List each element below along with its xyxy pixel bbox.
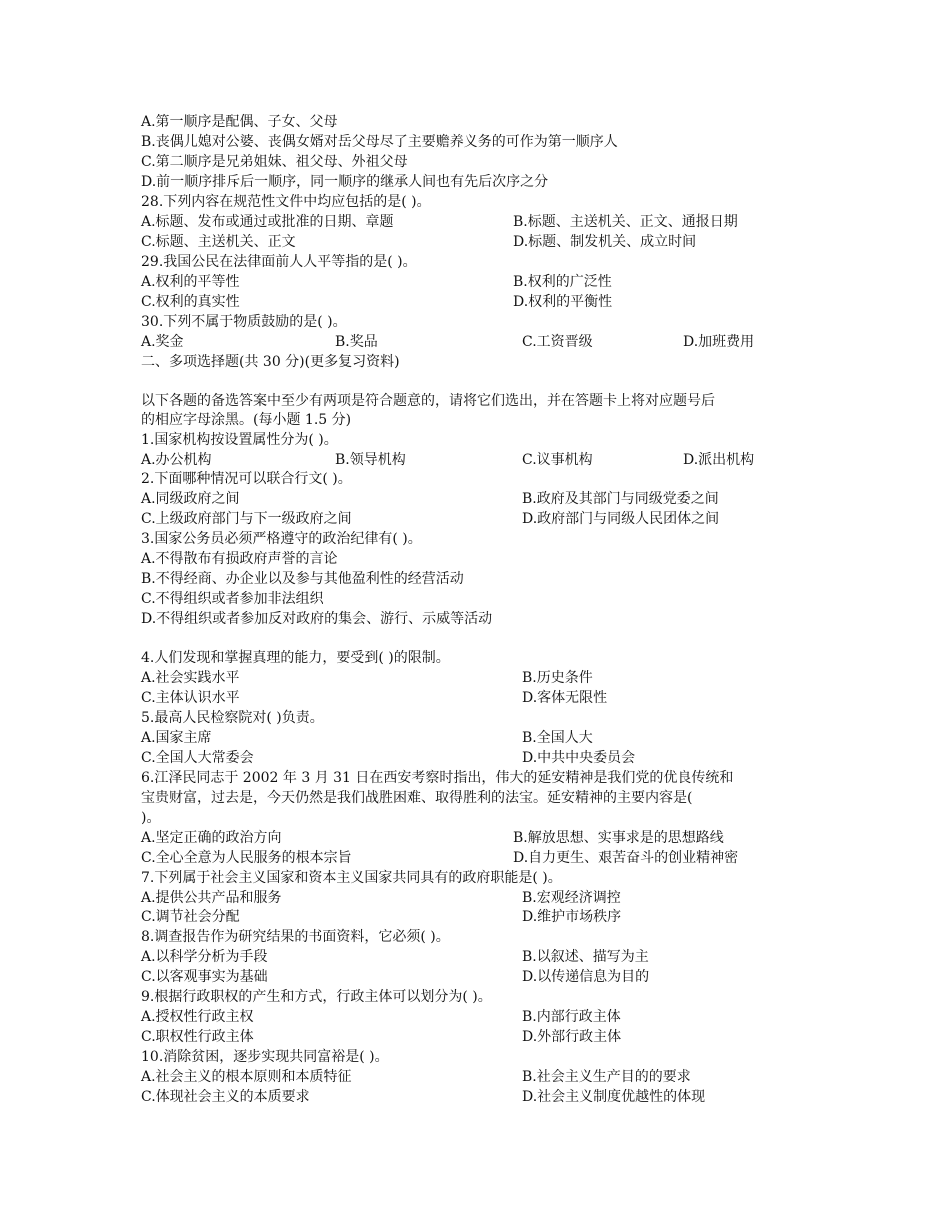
option-c: C.全心全意为人民服务的根本宗旨 (141, 850, 352, 866)
instructions-line: 以下各题的备选答案中至少有两项是符合题意的，请将它们选出，并在答题卡上将对应题号后 (141, 393, 715, 409)
option-b: B.政府及其部门与同级党委之间 (522, 491, 719, 507)
option-a: A.同级政府之间 (141, 491, 240, 507)
question-6: 6.江泽民同志于 2002 年 3 月 31 日在西安考察时指出，伟大的延安精神是我们党的优良传统和 (141, 770, 734, 786)
option-b: B.权利的广泛性 (513, 274, 612, 290)
question-3: 3.国家公务员必须严格遵守的政治纪律有( )。 (141, 531, 422, 547)
question-9: 9.根据行政职权的产生和方式，行政主体可以划分为( )。 (141, 989, 492, 1005)
option-c: C.体现社会主义的本质要求 (141, 1089, 310, 1105)
option-a: A.提供公共产品和服务 (141, 890, 282, 906)
question-6-cont: )。 (141, 810, 161, 826)
option-c: C.以客观事实为基础 (141, 969, 268, 985)
option-b: B.奖品 (335, 334, 378, 350)
option-a: A.标题、发布或通过或批准的日期、章题 (141, 214, 394, 230)
option-c: C.全国人大常委会 (141, 750, 254, 766)
question-2: 2.下面哪种情况可以联合行文( )。 (141, 471, 352, 487)
option-c: C.职权性行政主体 (141, 1029, 254, 1045)
question-30: 30.下列不属于物质鼓励的是( )。 (141, 314, 347, 330)
option-a: A.授权性行政主权 (141, 1009, 254, 1025)
option-d: D.加班费用 (683, 334, 755, 350)
question-8: 8.调查报告作为研究结果的书面资料，它必须( )。 (141, 929, 450, 945)
option-b: B.不得经商、办企业以及参与其他盈利性的经营活动 (141, 571, 464, 587)
option-d: D.不得组织或者参加反对政府的集会、游行、示威等活动 (141, 611, 493, 627)
option-b: B.以叙述、描写为主 (522, 949, 649, 965)
option-line: A.第一顺序是配偶、子女、父母 (141, 114, 338, 130)
option-d: D.以传递信息为目的 (522, 969, 650, 985)
section-heading: 二、多项选择题(共 30 分)(更多复习资料) (141, 354, 400, 370)
option-a: A.坚定正确的政治方向 (141, 830, 282, 846)
option-a: A.不得散布有损政府声誉的言论 (141, 551, 338, 567)
option-b: B.全国人大 (522, 730, 593, 746)
option-b: B.解放思想、实事求是的思想路线 (513, 830, 724, 846)
option-c: C.议事机构 (522, 452, 593, 468)
option-b: B.领导机构 (335, 452, 406, 468)
option-d: D.中共中央委员会 (522, 750, 636, 766)
option-d: D.权利的平衡性 (513, 294, 613, 310)
option-d: D.派出机构 (683, 452, 755, 468)
question-7: 7.下列属于社会主义国家和资本主义国家共同具有的政府职能是( )。 (141, 870, 562, 886)
option-b: B.历史条件 (522, 670, 593, 686)
question-10: 10.消除贫困，逐步实现共同富裕是( )。 (141, 1049, 389, 1065)
option-d: D.自力更生、艰苦奋斗的创业精神密 (513, 850, 739, 866)
instructions-line: 的相应字母涂黑。(每小题 1.5 分) (141, 412, 352, 428)
option-d: D.维护市场秩序 (522, 909, 622, 925)
option-d: D.标题、制发机关、成立时间 (513, 234, 697, 250)
option-line: C.第二顺序是兄弟姐妹、祖父母、外祖父母 (141, 154, 408, 170)
question-5: 5.最高人民检察院对( )负责。 (141, 710, 324, 726)
question-4: 4.人们发现和掌握真理的能力，要受到( )的限制。 (141, 650, 450, 666)
option-line: D.前一顺序排斥后一顺序，同一顺序的继承人间也有先后次序之分 (141, 174, 549, 190)
option-b: B.社会主义生产目的的要求 (522, 1069, 691, 1085)
option-c: C.工资晋级 (522, 334, 593, 350)
option-line: B.丧偶儿媳对公婆、丧偶女婿对岳父母尽了主要赡养义务的可作为第一顺序人 (141, 134, 618, 150)
option-b: B.宏观经济调控 (522, 890, 621, 906)
option-a: A.以科学分析为手段 (141, 949, 268, 965)
question-28: 28.下列内容在规范性文件中均应包括的是( )。 (141, 194, 431, 210)
option-a: A.权利的平等性 (141, 274, 240, 290)
option-a: A.社会主义的根本原则和本质特征 (141, 1069, 352, 1085)
option-a: A.奖金 (141, 334, 184, 350)
option-d: D.客体无限性 (522, 690, 608, 706)
option-a: A.国家主席 (141, 730, 212, 746)
option-c: C.不得组织或者参加非法组织 (141, 591, 324, 607)
option-a: A.办公机构 (141, 452, 212, 468)
option-c: C.标题、主送机关、正文 (141, 234, 296, 250)
option-d: D.社会主义制度优越性的体现 (522, 1089, 706, 1105)
option-c: C.调节社会分配 (141, 909, 240, 925)
option-b: B.标题、主送机关、正文、通报日期 (513, 214, 738, 230)
option-c: C.上级政府部门与下一级政府之间 (141, 511, 352, 527)
question-1: 1.国家机构按设置属性分为( )。 (141, 432, 338, 448)
option-c: C.权利的真实性 (141, 294, 240, 310)
option-d: D.政府部门与同级人民团体之间 (522, 511, 720, 527)
question-29: 29.我国公民在法律面前人人平等指的是( )。 (141, 254, 417, 270)
option-c: C.主体认识水平 (141, 690, 240, 706)
question-6-cont: 宝贵财富，过去是，今天仍然是我们战胜困难、取得胜利的法宝。延安精神的主要内容是( (141, 790, 693, 806)
option-d: D.外部行政主体 (522, 1029, 622, 1045)
option-b: B.内部行政主体 (522, 1009, 621, 1025)
option-a: A.社会实践水平 (141, 670, 240, 686)
